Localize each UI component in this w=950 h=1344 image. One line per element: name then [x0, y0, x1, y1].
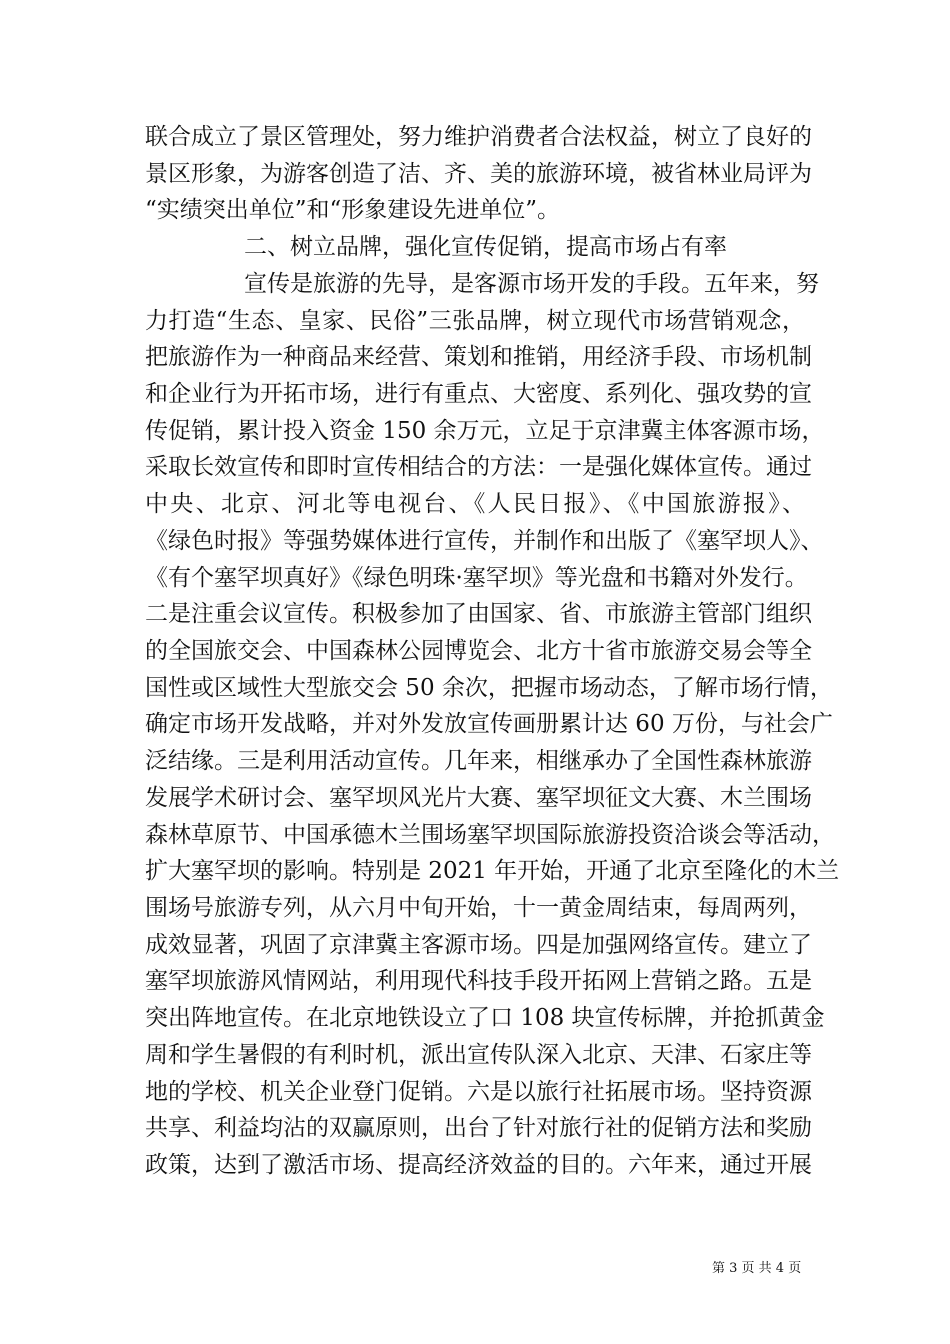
body-text-line: 力打造“生态、皇家、民俗”三张品牌，树立现代市场营销观念，	[145, 308, 805, 334]
body-text-line: “实绩突出单位”和“形象建设先进单位”。	[145, 197, 561, 223]
body-text-line: 采取长效宣传和即时宣传相结合的方法：一是强化媒体宣传。通过	[145, 454, 812, 480]
body-text-line: 和企业行为开拓市场，进行有重点、大密度、系列化、强攻势的宣	[145, 381, 812, 407]
body-text-line: 围场号旅游专列，从六月中旬开始，十一黄金周结束，每周两列，	[145, 895, 812, 921]
body-text-line: 把旅游作为一种商品来经营、策划和推销，用经济手段、市场机制	[145, 344, 812, 370]
section-heading: 二、树立品牌，强化宣传促销，提高市场占有率	[244, 234, 727, 260]
body-text-line: 突出阵地宣传。在北京地铁设立了口 108 块宣传标牌，并抢抓黄金	[145, 1005, 825, 1031]
body-text-line: 《绿色时报》等强势媒体进行宣传，并制作和出版了《塞罕坝人》、	[145, 528, 824, 554]
body-text-line: 森林草原节、中国承德木兰围场塞罕坝国际旅游投资洽谈会等活动，	[145, 822, 835, 848]
body-text-line: 扩大塞罕坝的影响。特别是 2021 年开始，开通了北京至隆化的木兰	[145, 858, 840, 884]
body-text-line: 景区形象，为游客创造了洁、齐、美的旅游环境，被省林业局评为	[145, 161, 812, 187]
body-text-line: 地的学校、机关企业登门促销。六是以旅行社拓展市场。坚持资源	[145, 1079, 812, 1105]
body-text-line: 周和学生暑假的有利时机，派出宣传队深入北京、天津、石家庄等	[145, 1042, 812, 1068]
body-text-line: 政策，达到了激活市场、提高经济效益的目的。六年来，通过开展	[145, 1152, 812, 1178]
body-text-line: 中央、北京、河北等电视台、《人民日报》、《中国旅游报》、	[145, 491, 805, 517]
body-text-line: 传促销，累计投入资金 150 余万元，立足于京津冀主体客源市场，	[145, 418, 825, 444]
body-text-line: 泛结缘。三是利用活动宣传。几年来，相继承办了全国性森林旅游	[145, 748, 812, 774]
body-text-line: 成效显著，巩固了京津冀主客源市场。四是加强网络宣传。建立了	[145, 932, 812, 958]
body-text-line: 共享、利益均沾的双赢原则，出台了针对旅行社的促销方法和奖励	[145, 1115, 812, 1141]
body-text-line: 联合成立了景区管理处，努力维护消费者合法权益，树立了良好的	[145, 124, 812, 150]
body-text-line: 确定市场开发战略，并对外发放宣传画册累计达 60 万份，与社会广	[145, 711, 833, 737]
body-text-line: 二是注重会议宣传。积极参加了由国家、省、市旅游主管部门组织	[145, 601, 812, 627]
body-text-line: 发展学术研讨会、塞罕坝风光片大赛、塞罕坝征文大赛、木兰围场	[145, 785, 812, 811]
paragraph-first-line: 宣传是旅游的先导，是客源市场开发的手段。五年来，努	[244, 271, 819, 297]
body-text-line: 塞罕坝旅游风情网站，利用现代科技手段开拓网上营销之路。五是	[145, 968, 812, 994]
body-text-line: 国性或区域性大型旅交会 50 余次，把握市场动态，了解市场行情，	[145, 675, 833, 701]
body-text-line: 《有个塞罕坝真好》《绿色明珠·塞罕坝》等光盘和书籍对外发行。	[145, 565, 808, 591]
page-number-footer: 第 3 页 共 4 页	[712, 1261, 802, 1276]
body-text-line: 的全国旅交会、中国森林公园博览会、北方十省市旅游交易会等全	[145, 638, 812, 664]
